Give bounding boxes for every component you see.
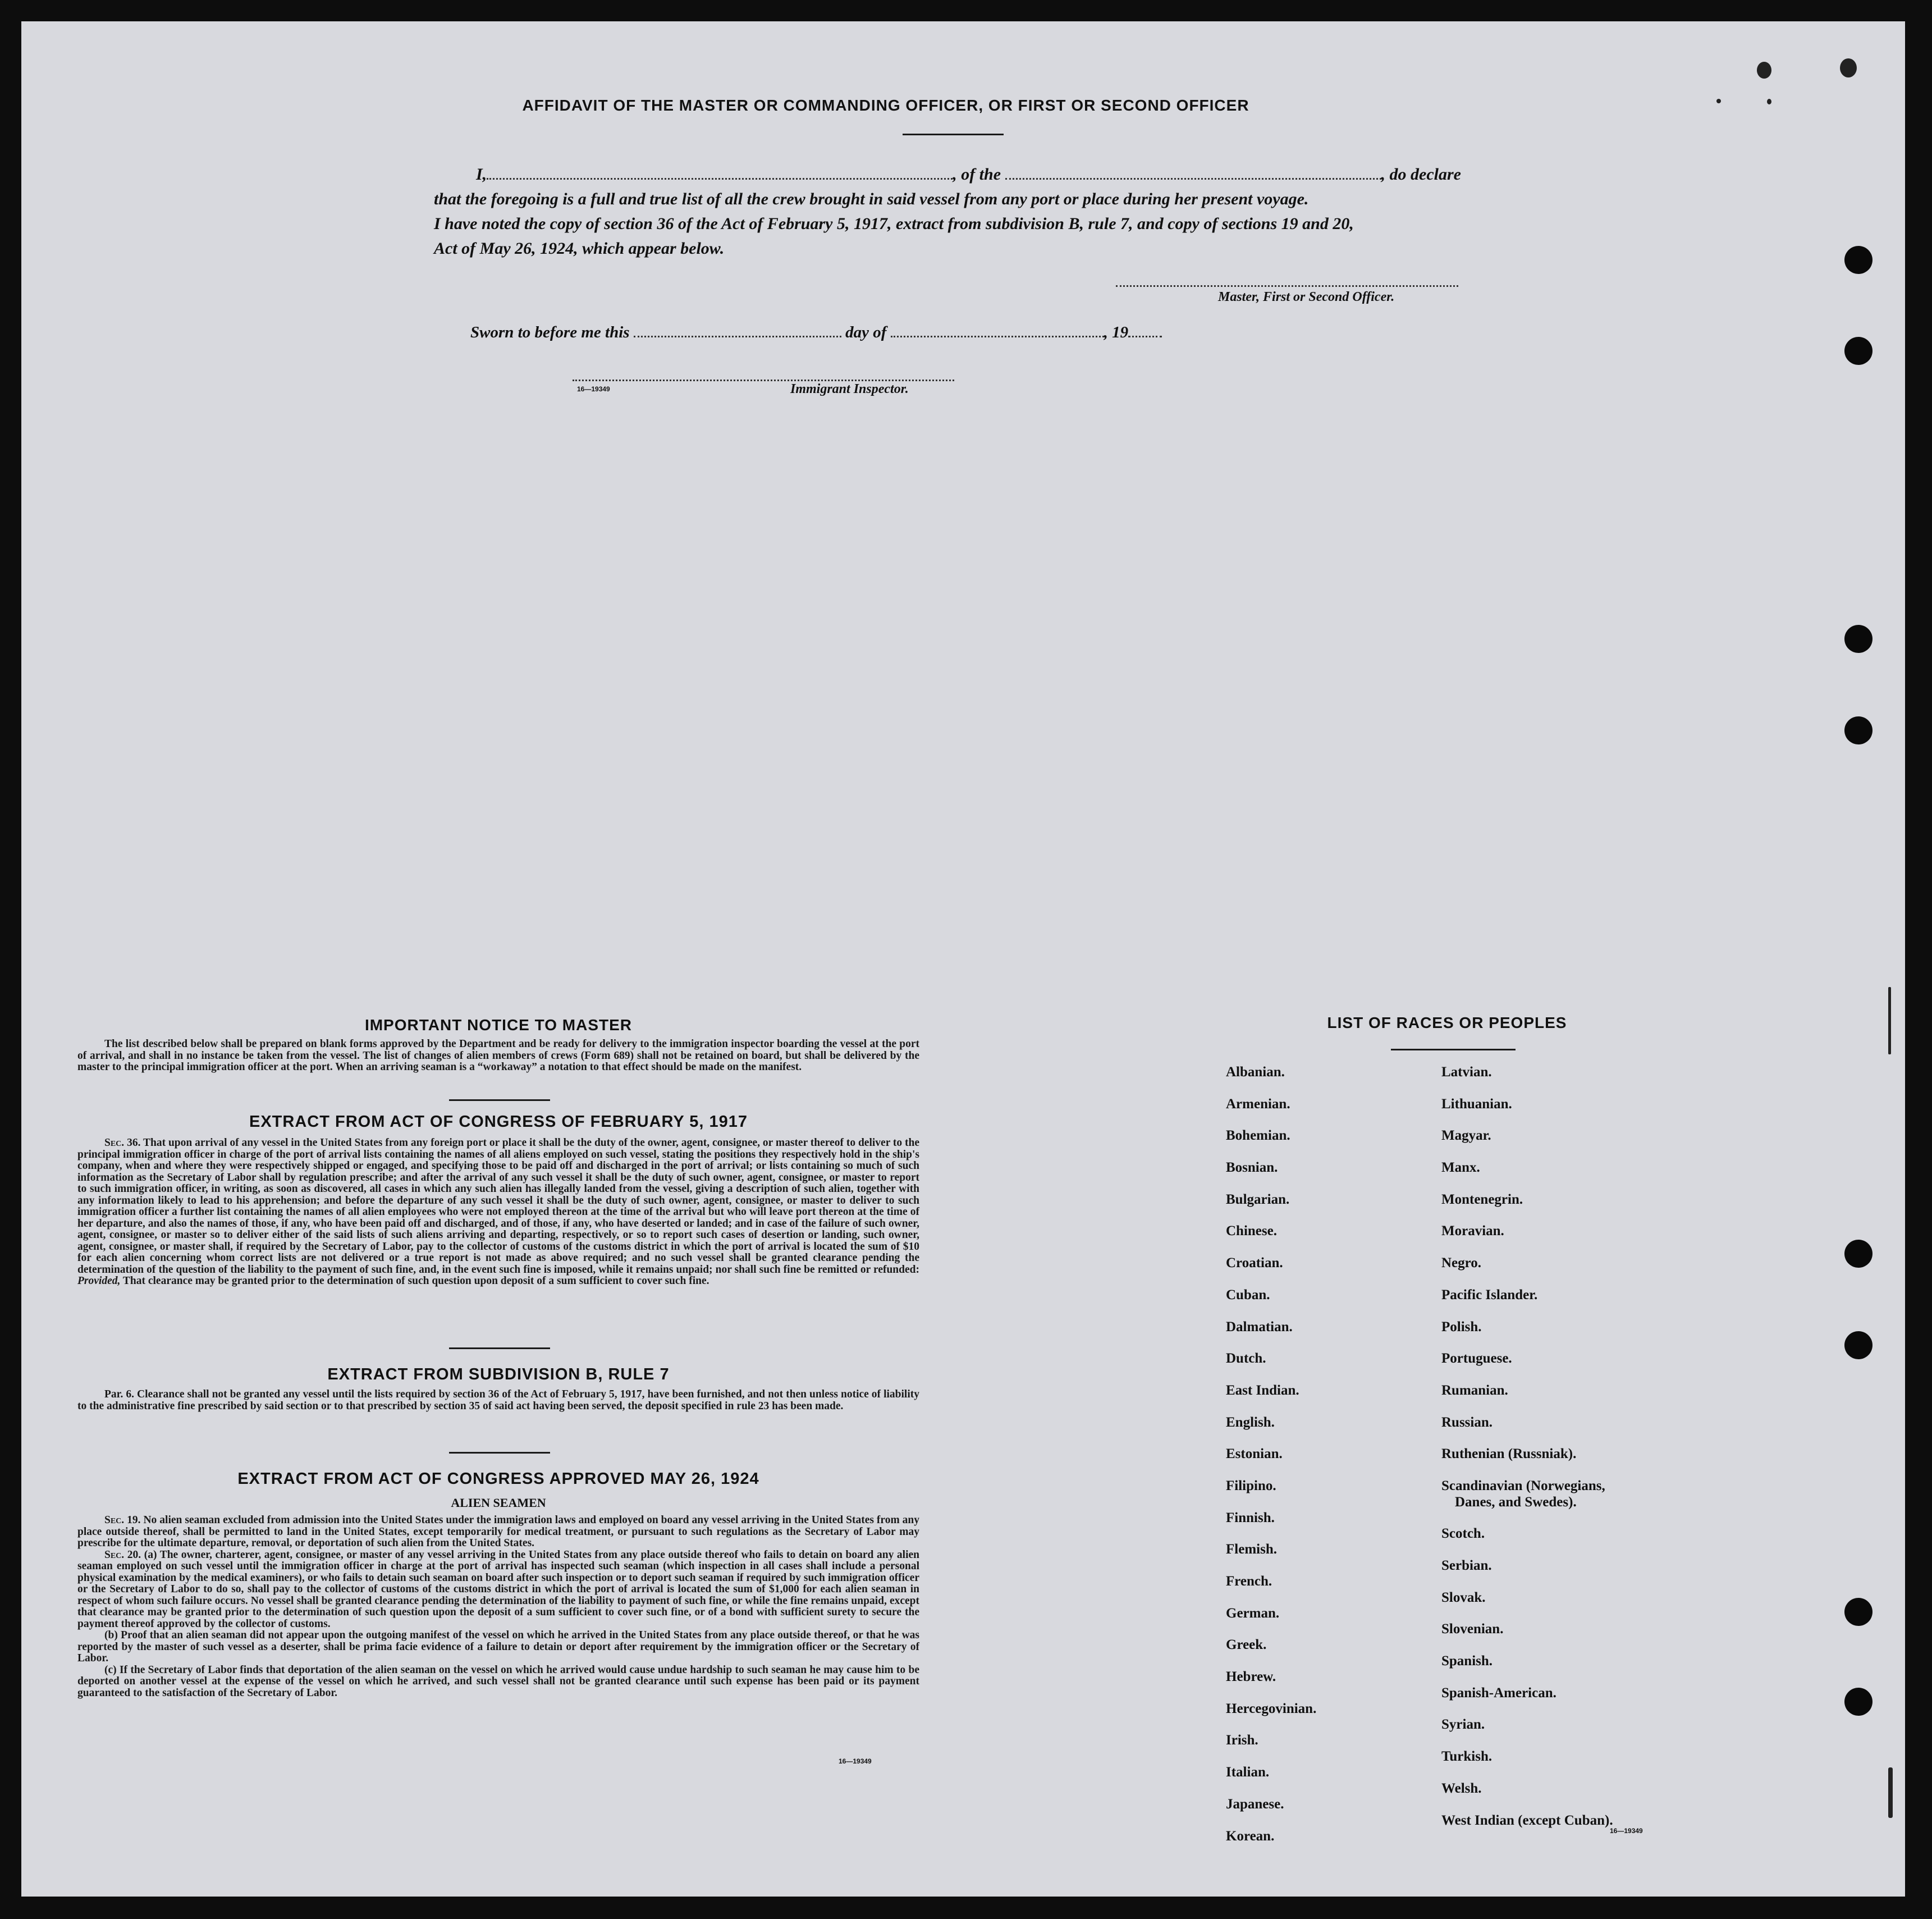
race-item: Chinese. xyxy=(1226,1223,1277,1239)
race-item: Bohemian. xyxy=(1226,1128,1290,1144)
race-item: Japanese. xyxy=(1226,1796,1284,1812)
sec-36-label: Sec. xyxy=(104,1137,125,1149)
sec-20-label: Sec. xyxy=(104,1548,125,1561)
race-item: Estonian. xyxy=(1226,1446,1283,1462)
sec-19-paragraph xyxy=(77,1515,919,1550)
race-item: French. xyxy=(1226,1574,1272,1589)
race-item: Bosnian. xyxy=(1226,1160,1278,1176)
sec-20a-text: 20. (a) The owner, charterer, agent, consignee, or master of any vessel arriving in the United States from any place outside thereof who fails to detain on board any alien seaman employed on such vessel until the immigration officer in charge at the port of arrival has inspected such seaman (which inspection in all cases shall include a personal physical examination by the medical examiners), or who fails to detain such seaman on board after such inspection or to deport such seaman if required by such immigration officer or the Secretary of Labor to do so, shall pay to the collector of customs of the customs district in which the port of arrival is located the sum of $1,000 for each alien seaman in respect of whom such failure occurs. No vessel shall be granted clearance pending the determination of the liability to payment of such fine, or while the fine remains unpaid, except that clearance may be granted prior to the determination of such question upon the deposit of a sum sufficient to cover such fine, or of a bond with sufficient surety to secure the payment thereof approved by the collector of customs. xyxy=(77,1548,920,1630)
race-item: Finnish. xyxy=(1226,1510,1275,1525)
race-item: English. xyxy=(1226,1414,1275,1430)
alien-seamen-subtitle: ALIEN SEAMEN xyxy=(451,1496,546,1510)
form-code-races: 16—19349 xyxy=(1610,1827,1643,1835)
race-item: Turkish. xyxy=(1441,1749,1493,1765)
race-item: Greek. xyxy=(1226,1637,1267,1653)
sec-20b-paragraph: (b) Proof that an alien seaman did not appear upon the outgoing manifest of the vessel on which he arrived in the United States from any place outside thereof, or that he was reported by the master of such vessel as a deserter, shall be prima facie evidence of a failure to detain or deport after requirement by the immigration officer or the Secretary of Labor. xyxy=(77,1629,919,1664)
ink-speck xyxy=(1757,62,1771,79)
affidavit-title: AFFIDAVIT OF THE MASTER OR COMMANDING OFFICER, OR FIRST OR SECOND OFFICER xyxy=(522,97,1249,114)
race-item: Spanish. xyxy=(1441,1653,1493,1669)
race-item: Slovak. xyxy=(1441,1589,1486,1605)
sworn-day-label: day of xyxy=(845,323,887,341)
race-item: Russian. xyxy=(1441,1414,1493,1430)
sec-36-text: 36. That upon arrival of any vessel in the United States from any foreign port or place it shall be the duty of the owner, agent, consignee, or master thereof to deliver to the principal immigration officer in charge of the port of arrival lists containing the names of all aliens employed on such vessel, stating the positions they respectively hold in the ship's company, when and where they were respectively shipped or engaged, and specifying those to be paid off and discharged in the port of arrival; or lists containing so much of such information as the Secretary of Labor shall by regulation prescribe; and after the arrival of any such vessel it shall be the duty of such owner, agent, consignee, or master to report to such immigration officer, in writing, as soon as discovered, all cases in which any such alien has illegally landed from the vessel, giving a description of such alien, together with any information likely to lead to his apprehension; and before the departure of any such vessel it shall be the duty of such owner, agent, consignee, or master to deliver to such immigration officer a further list containing the names of all alien employees who were not employed thereon at the time of the arrival but who will leave port thereon at the time of her departure, and also the names of those, if any, who have been paid off and discharged, and of those, if any, who have deserted or landed; and in case of the failure of such owner, agent, consignee, or master so to deliver either of the said lists of such aliens arriving and departing, respectively, or so to report such cases of desertion or landing, such owner, agent, consignee, or master shall, if required by the Secretary of Labor, pay to the collector of customs of the customs district in which the port of arrival is located the sum of $10 for each alien concerning whom correct lists are not delivered or a true report is not made as above required; and no such vessel shall be granted clearance pending the determination of the question of the liability to the payment of such fine, and, in the event such fine is imposed, while it remains unpaid; nor shall such fine be remitted or refunded: xyxy=(77,1137,920,1276)
race-item: Spanish-American. xyxy=(1441,1685,1556,1701)
notice-title: IMPORTANT NOTICE TO MASTER xyxy=(364,1016,633,1034)
race-item: Serbian. xyxy=(1441,1558,1492,1573)
extract-1917-body xyxy=(77,1137,919,1287)
sworn-day-blank[interactable] xyxy=(634,336,841,337)
sec-20a-paragraph xyxy=(77,1550,919,1630)
affidavit-i-label: I, xyxy=(476,165,487,184)
race-item: Negro. xyxy=(1441,1255,1482,1271)
provided-term: Provided, xyxy=(77,1275,121,1287)
sworn-year-blank[interactable] xyxy=(1128,336,1162,337)
sec-20c-paragraph: (c) If the Secretary of Labor finds that deportation of the alien seaman on the vessel on which he arrived would cause undue hardship to such seaman he may cause him to be deported on another vessel at the expense of the vessel on which he arrived, and such vessel shall not be granted clearance until such expense has been paid or its payment guaranteed to the satisfaction of the Secretary of Labor. xyxy=(77,1664,919,1699)
affidavit-declare-label: , do declare xyxy=(1381,165,1461,184)
punch-hole xyxy=(1844,337,1873,365)
inspector-signature-blank[interactable] xyxy=(573,380,954,381)
ink-speck xyxy=(1888,1767,1893,1818)
race-item: Hebrew. xyxy=(1226,1669,1276,1685)
extract-rule7-title: EXTRACT FROM SUBDIVISION B, RULE 7 xyxy=(327,1365,670,1383)
race-item: Armenian. xyxy=(1226,1096,1290,1112)
vessel-name-blank[interactable] xyxy=(1005,178,1381,180)
punch-hole xyxy=(1844,246,1873,274)
race-item: Albanian. xyxy=(1226,1064,1285,1080)
race-item: Portuguese. xyxy=(1441,1351,1512,1367)
affidavit-line-4: Act of May 26, 1924, which appear below. xyxy=(434,239,725,258)
affidavit-line-1 xyxy=(476,165,1461,184)
race-item: Filipino. xyxy=(1226,1478,1276,1493)
race-item: Irish. xyxy=(1226,1733,1258,1748)
punch-hole xyxy=(1844,1331,1873,1359)
form-sheet xyxy=(21,21,1905,1897)
race-item: Flemish. xyxy=(1226,1542,1277,1557)
inspector-signature-label: Immigrant Inspector. xyxy=(790,382,909,396)
races-title-rule xyxy=(1391,1049,1516,1050)
affidavit-of-the-label: , of the xyxy=(953,165,1001,184)
race-item: Pacific Islander. xyxy=(1441,1287,1538,1303)
extract-1917-rule xyxy=(449,1347,550,1349)
affidavit-title-rule xyxy=(903,134,1004,135)
sec-19-text: 19. No alien seaman excluded from admission into the United States under the immigration laws and employed on board any vessel arriving in the United States from any place outside thereof, shall be permitted to land in the United States, except temporarily for medical treatment, or pursuant to such regulations as the Secretary of Labor may prescribe for the ultimate departure, removal, or deportation of such alien from the United States. xyxy=(77,1514,920,1549)
notice-rule xyxy=(449,1099,550,1101)
race-item: Montenegrin. xyxy=(1441,1191,1523,1207)
race-item: Bulgarian. xyxy=(1226,1191,1290,1207)
punch-hole xyxy=(1844,716,1873,744)
race-item: Hercegovinian. xyxy=(1226,1701,1317,1716)
master-signature-label: Master, First or Second Officer. xyxy=(1218,290,1395,304)
declarant-name-blank[interactable] xyxy=(487,178,953,180)
extract-1917-title: EXTRACT FROM ACT OF CONGRESS OF FEBRUARY 5, 1917 xyxy=(249,1113,748,1131)
races-title: LIST OF RACES OR PEOPLES xyxy=(1327,1014,1567,1031)
race-item: Moravian. xyxy=(1441,1223,1504,1239)
race-item: Dutch. xyxy=(1226,1351,1266,1367)
extract-rule7-body xyxy=(77,1389,919,1412)
race-item: West Indian (except Cuban). xyxy=(1441,1812,1613,1828)
race-item: Korean. xyxy=(1226,1828,1275,1844)
races-right-column xyxy=(1441,1064,1613,1844)
race-item: German. xyxy=(1226,1605,1280,1621)
race-item: Syrian. xyxy=(1441,1717,1485,1733)
notice-paragraph: The list described below shall be prepared on blank forms approved by the Department and be ready for delivery to the immigration inspector boarding the vessel at the port of arrival, and shall in no instance be taken from the vessel. The list of changes of alien members of crews (Form 689) shall not be retained on board, but shall be delivered by the master to the principal immigration officer at the port. When an arriving seaman is a “workaway” a notation to that effect should be made on the manifest. xyxy=(77,1038,919,1073)
ink-speck xyxy=(1716,99,1721,103)
race-item: Croatian. xyxy=(1226,1255,1283,1271)
sec-19-label: Sec. xyxy=(104,1514,125,1526)
master-signature-blank[interactable] xyxy=(1116,285,1458,287)
affidavit-line-3: I have noted the copy of section 36 of the Act of February 5, 1917, extract from subdivision B, rule 7, and copy of sections 19 and 20, xyxy=(434,214,1354,233)
races-left-column xyxy=(1226,1064,1316,1860)
sworn-line xyxy=(470,323,1162,342)
sworn-year-label: , 19 xyxy=(1104,323,1129,341)
race-item: East Indian. xyxy=(1226,1382,1299,1398)
ink-speck xyxy=(1767,99,1771,104)
punch-hole xyxy=(1844,1240,1873,1268)
race-item: Magyar. xyxy=(1441,1128,1491,1144)
extract-rule7-rule xyxy=(449,1452,550,1454)
race-item: Lithuanian. xyxy=(1441,1096,1512,1112)
notice-body xyxy=(77,1039,919,1073)
race-item: Ruthenian (Russniak). xyxy=(1441,1446,1577,1462)
extract-1924-title: EXTRACT FROM ACT OF CONGRESS APPROVED MAY 26, 1924 xyxy=(237,1470,759,1488)
race-item: Polish. xyxy=(1441,1319,1482,1335)
race-item: Scandinavian (Norwegians, xyxy=(1441,1478,1605,1493)
sec-36-text-end: That clearance may be granted prior to the determination of such question upon deposit of a sum sufficient to cover such fine. xyxy=(122,1275,709,1287)
form-code-extract: 16—19349 xyxy=(839,1757,872,1765)
sworn-month-blank[interactable] xyxy=(891,336,1104,337)
punch-hole xyxy=(1844,1598,1873,1626)
ink-speck xyxy=(1840,58,1857,77)
race-item: Cuban. xyxy=(1226,1287,1270,1303)
punch-hole xyxy=(1844,1688,1873,1716)
form-code-top: 16—19349 xyxy=(577,385,610,393)
rule7-paragraph: Par. 6. Clearance shall not be granted any vessel until the lists required by section 36 of the Act of February 5, 1917, have been furnished, and not then unless notice of liability to the administrative fine prescribed by said section or to that prescribed by section 35 of said act having been served, the deposit specified in rule 23 has been made. xyxy=(77,1388,919,1412)
race-item: Latvian. xyxy=(1441,1064,1492,1080)
ink-speck xyxy=(1888,987,1891,1054)
punch-hole xyxy=(1844,625,1873,653)
race-item: Rumanian. xyxy=(1441,1382,1508,1398)
race-item: Dalmatian. xyxy=(1226,1319,1293,1335)
race-item: Welsh. xyxy=(1441,1780,1482,1796)
affidavit-line-2: that the foregoing is a full and true list of all the crew brought in said vessel from any port or place during her present voyage. xyxy=(434,190,1309,208)
race-item: Danes, and Swedes). xyxy=(1455,1494,1577,1510)
race-item: Scotch. xyxy=(1441,1526,1485,1542)
race-item: Manx. xyxy=(1441,1160,1480,1176)
sworn-prefix: Sworn to before me this xyxy=(470,323,630,341)
race-item: Italian. xyxy=(1226,1765,1270,1780)
race-item: Slovenian. xyxy=(1441,1621,1504,1637)
extract-1924-body xyxy=(77,1515,919,1699)
sec-36-paragraph xyxy=(77,1137,919,1287)
